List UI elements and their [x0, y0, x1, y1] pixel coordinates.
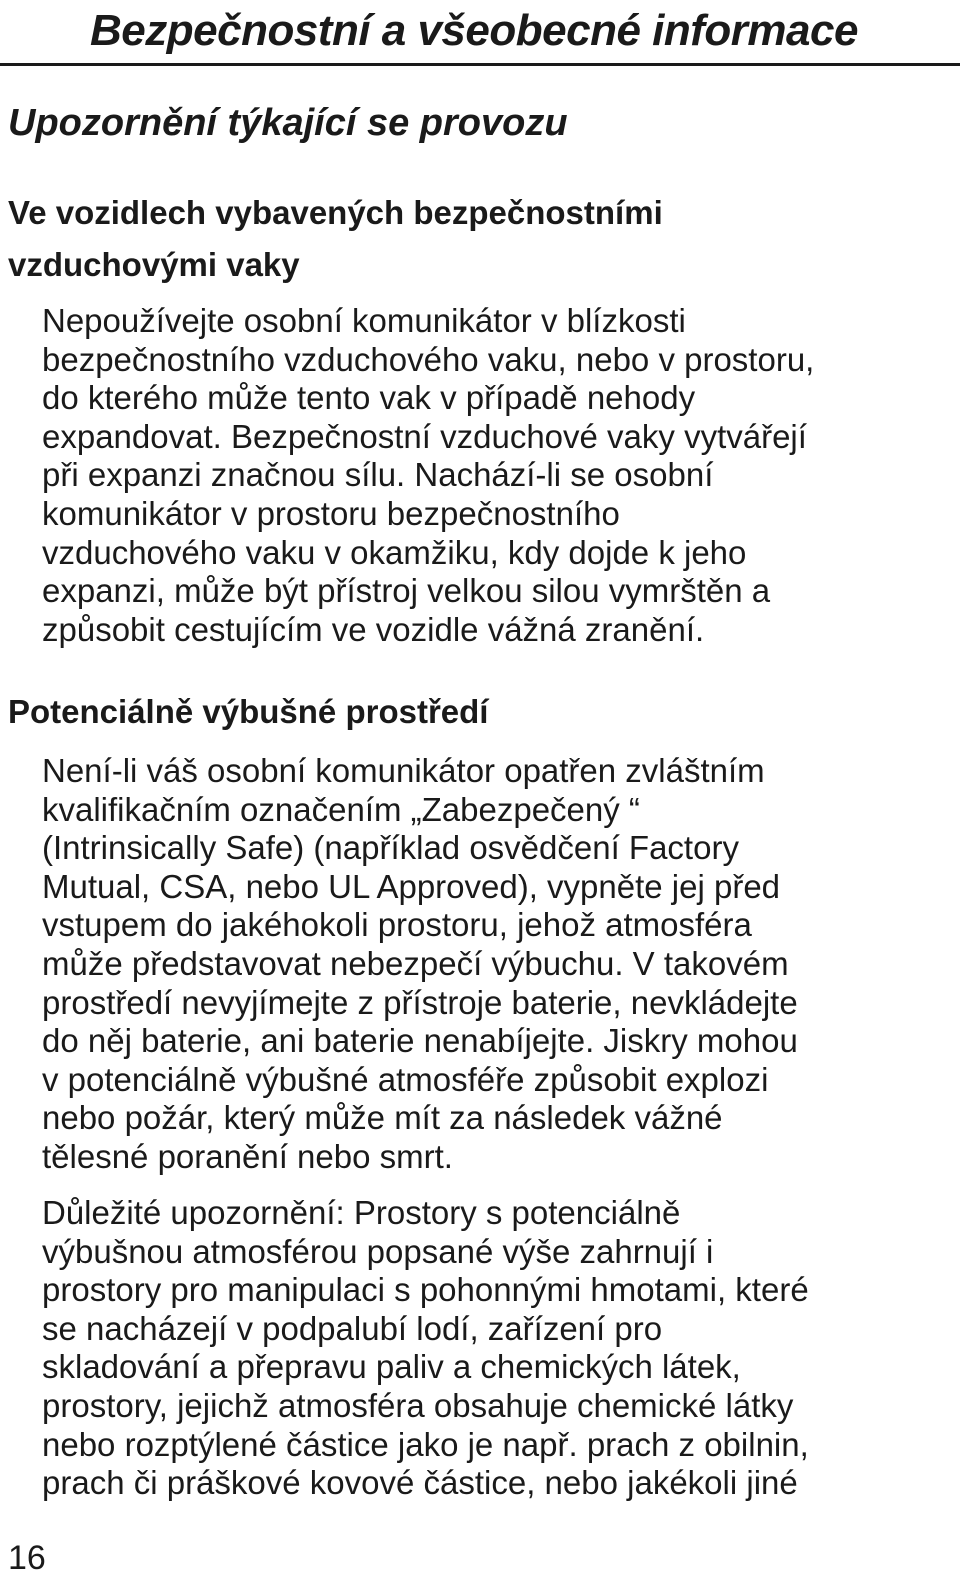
section-title: Upozornění týkající se provozu: [8, 102, 568, 144]
airbag-paragraph-line: expandovat. Bezpečnostní vzduchové vaky vytvářejí: [42, 417, 807, 455]
explosive-paragraph-1: [42, 752, 952, 1177]
explosive-paragraph-line: Není-li váš osobní komunikátor opatřen zvláštním: [42, 752, 765, 789]
explosive-heading: Potenciálně výbušné prostředí: [8, 693, 489, 730]
airbag-heading-line-1: Ve vozidlech vybavených bezpečnostními: [8, 194, 663, 231]
explosive-paragraph-line: nebo rozptýlené částice jako je např. prach z obilnin,: [42, 1425, 809, 1463]
airbag-heading-line-2: vzduchovými vaky: [8, 246, 300, 283]
airbag-paragraph-line: Nepoužívejte osobní komunikátor v blízkosti: [42, 302, 686, 339]
explosive-paragraph-line: se nacházejí v podpalubí lodí, zařízení pro: [42, 1309, 663, 1347]
explosive-paragraph-line: prostředí nevyjímejte z přístroje baterie, nevkládejte: [42, 983, 798, 1021]
airbag-paragraph-line: bezpečnostního vzduchového vaku, nebo v prostoru,: [42, 340, 815, 378]
explosive-paragraph-2: [42, 1194, 952, 1503]
airbag-heading: [8, 187, 663, 291]
explosive-paragraph-line: tělesné poranění nebo smrt.: [42, 1137, 453, 1175]
airbag-paragraph-line: vzduchového vaku v okamžiku, kdy dojde k jeho: [42, 533, 747, 571]
explosive-paragraph-line: prach či práškové kovové částice, nebo jakékoli jiné: [42, 1464, 798, 1502]
explosive-paragraph-line: může představovat nebezpečí výbuchu. V takovém: [42, 944, 789, 982]
airbag-paragraph-line: způsobit cestujícím ve vozidle vážná zranění.: [42, 610, 705, 648]
explosive-paragraph-line: Mutual, CSA, nebo UL Approved), vypněte jej před: [42, 867, 781, 905]
explosive-paragraph-line: prostory pro manipulaci s pohonnými hmotami, které: [42, 1271, 809, 1309]
page-title: Bezpečnostní a všeobecné informace: [90, 6, 858, 55]
airbag-paragraph-line: komunikátor v prostoru bezpečnostního: [42, 494, 620, 532]
explosive-paragraph-line: prostory, jejichž atmosféra obsahuje chemické látky: [42, 1386, 794, 1424]
airbag-paragraph-line: expanzi, může být přístroj velkou silou vymrštěn a: [42, 572, 771, 610]
explosive-paragraph-line: kvalifikačním označením „Zabezpečený “: [42, 790, 640, 828]
page-header: [0, 0, 960, 66]
explosive-paragraph-line: v potenciálně výbušné atmosféře způsobit explozi: [42, 1060, 769, 1098]
explosive-paragraph-line: do něj baterie, ani baterie nenabíjejte. Jiskry mohou: [42, 1022, 798, 1060]
explosive-paragraph-line: Důležité upozornění: Prostory s potenciálně: [42, 1194, 681, 1231]
explosive-paragraph-line: vstupem do jakéhokoli prostoru, jehož atmosféra: [42, 906, 752, 944]
explosive-paragraph-line: nebo požár, který může mít za následek vážné: [42, 1099, 723, 1137]
airbag-paragraph: [42, 302, 952, 649]
airbag-paragraph-line: při expanzi značnou sílu. Nachází-li se osobní: [42, 456, 714, 494]
page-number: 16: [8, 1539, 46, 1577]
explosive-paragraph-line: skladování a přepravu paliv a chemických látek,: [42, 1348, 741, 1386]
explosive-paragraph-line: výbušnou atmosférou popsané výše zahrnují i: [42, 1232, 714, 1270]
airbag-paragraph-line: do kterého může tento vak v případě nehody: [42, 379, 696, 417]
explosive-paragraph-line: (Intrinsically Safe) (například osvědčení Factory: [42, 829, 739, 867]
